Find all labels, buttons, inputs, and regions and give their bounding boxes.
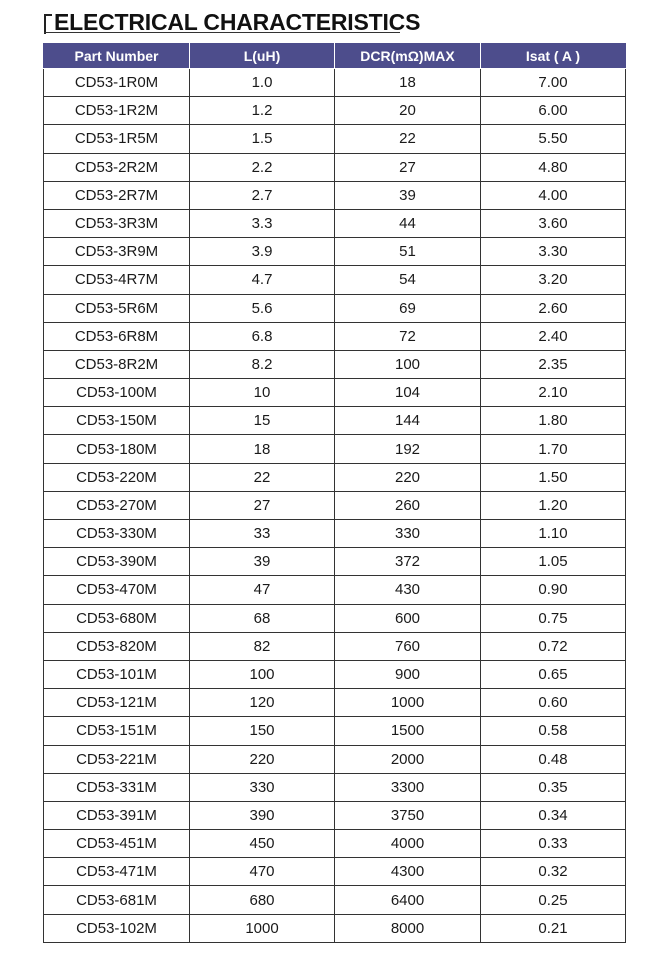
cell-isat: 2.40 [481, 322, 626, 350]
cell-part-number: CD53-180M [44, 435, 190, 463]
cell-inductance: 450 [190, 830, 335, 858]
cell-dcr-max: 4300 [335, 858, 481, 886]
cell-inductance: 47 [190, 576, 335, 604]
cell-part-number: CD53-121M [44, 689, 190, 717]
table-row [44, 717, 626, 745]
header-inductance: L(uH) [190, 44, 335, 69]
table-row [44, 660, 626, 688]
cell-isat: 0.48 [481, 745, 626, 773]
table-row [44, 294, 626, 322]
cell-isat: 1.10 [481, 520, 626, 548]
table-row [44, 548, 626, 576]
table-row [44, 576, 626, 604]
cell-dcr-max: 22 [335, 125, 481, 153]
cell-isat: 0.32 [481, 858, 626, 886]
table-row [44, 181, 626, 209]
cell-part-number: CD53-1R5M [44, 125, 190, 153]
cell-isat: 0.65 [481, 660, 626, 688]
cell-dcr-max: 69 [335, 294, 481, 322]
cell-inductance: 1000 [190, 914, 335, 942]
cell-dcr-max: 3750 [335, 801, 481, 829]
header-dcr-max: DCR(mΩ)MAX [335, 44, 481, 69]
table-row [44, 266, 626, 294]
cell-inductance: 4.7 [190, 266, 335, 294]
cell-part-number: CD53-680M [44, 604, 190, 632]
cell-part-number: CD53-4R7M [44, 266, 190, 294]
table-row [44, 632, 626, 660]
cell-dcr-max: 6400 [335, 886, 481, 914]
table-row [44, 858, 626, 886]
cell-part-number: CD53-331M [44, 773, 190, 801]
cell-isat: 1.70 [481, 435, 626, 463]
table-row [44, 379, 626, 407]
electrical-characteristics-table [43, 43, 626, 943]
cell-inductance: 220 [190, 745, 335, 773]
cell-part-number: CD53-3R9M [44, 238, 190, 266]
table-row [44, 914, 626, 942]
table-row [44, 125, 626, 153]
cell-part-number: CD53-102M [44, 914, 190, 942]
cell-isat: 3.60 [481, 209, 626, 237]
table-row [44, 209, 626, 237]
cell-dcr-max: 100 [335, 350, 481, 378]
cell-isat: 5.50 [481, 125, 626, 153]
cell-part-number: CD53-330M [44, 520, 190, 548]
table-header-row [44, 44, 626, 69]
cell-isat: 0.21 [481, 914, 626, 942]
cell-isat: 1.80 [481, 407, 626, 435]
heading-underline [44, 32, 400, 33]
table-row [44, 520, 626, 548]
cell-dcr-max: 39 [335, 181, 481, 209]
cell-part-number: CD53-1R2M [44, 97, 190, 125]
cell-inductance: 68 [190, 604, 335, 632]
cell-isat: 6.00 [481, 97, 626, 125]
cell-inductance: 3.9 [190, 238, 335, 266]
cell-inductance: 1.2 [190, 97, 335, 125]
table-row [44, 153, 626, 181]
table-row [44, 773, 626, 801]
cell-dcr-max: 20 [335, 97, 481, 125]
table-row [44, 97, 626, 125]
cell-inductance: 470 [190, 858, 335, 886]
cell-isat: 0.72 [481, 632, 626, 660]
cell-part-number: CD53-5R6M [44, 294, 190, 322]
cell-inductance: 15 [190, 407, 335, 435]
page-title: ELECTRICAL CHARACTERISTICS [54, 9, 421, 35]
cell-inductance: 33 [190, 520, 335, 548]
cell-dcr-max: 54 [335, 266, 481, 294]
cell-part-number: CD53-681M [44, 886, 190, 914]
cell-inductance: 2.7 [190, 181, 335, 209]
cell-part-number: CD53-1R0M [44, 69, 190, 97]
cell-isat: 1.05 [481, 548, 626, 576]
cell-part-number: CD53-471M [44, 858, 190, 886]
header-isat: Isat ( A ) [481, 44, 626, 69]
cell-part-number: CD53-820M [44, 632, 190, 660]
cell-dcr-max: 372 [335, 548, 481, 576]
table-row [44, 238, 626, 266]
cell-inductance: 6.8 [190, 322, 335, 350]
cell-dcr-max: 144 [335, 407, 481, 435]
cell-part-number: CD53-390M [44, 548, 190, 576]
cell-dcr-max: 430 [335, 576, 481, 604]
cell-dcr-max: 260 [335, 491, 481, 519]
cell-isat: 4.80 [481, 153, 626, 181]
cell-inductance: 27 [190, 491, 335, 519]
cell-dcr-max: 600 [335, 604, 481, 632]
cell-dcr-max: 760 [335, 632, 481, 660]
cell-part-number: CD53-8R2M [44, 350, 190, 378]
cell-inductance: 8.2 [190, 350, 335, 378]
cell-dcr-max: 104 [335, 379, 481, 407]
cell-inductance: 680 [190, 886, 335, 914]
table-body [44, 69, 626, 943]
cell-dcr-max: 1000 [335, 689, 481, 717]
cell-dcr-max: 18 [335, 69, 481, 97]
cell-isat: 0.34 [481, 801, 626, 829]
cell-inductance: 5.6 [190, 294, 335, 322]
cell-isat: 2.10 [481, 379, 626, 407]
cell-isat: 2.60 [481, 294, 626, 322]
section-heading [44, 6, 420, 34]
table-row [44, 407, 626, 435]
cell-inductance: 120 [190, 689, 335, 717]
cell-dcr-max: 2000 [335, 745, 481, 773]
cell-part-number: CD53-220M [44, 463, 190, 491]
cell-isat: 0.60 [481, 689, 626, 717]
cell-isat: 2.35 [481, 350, 626, 378]
cell-part-number: CD53-151M [44, 717, 190, 745]
cell-part-number: CD53-100M [44, 379, 190, 407]
table-row [44, 491, 626, 519]
cell-inductance: 1.5 [190, 125, 335, 153]
cell-part-number: CD53-391M [44, 801, 190, 829]
cell-dcr-max: 3300 [335, 773, 481, 801]
cell-isat: 0.35 [481, 773, 626, 801]
table-row [44, 830, 626, 858]
table-row [44, 801, 626, 829]
cell-inductance: 18 [190, 435, 335, 463]
cell-part-number: CD53-6R8M [44, 322, 190, 350]
cell-inductance: 100 [190, 660, 335, 688]
cell-isat: 3.20 [481, 266, 626, 294]
cell-dcr-max: 900 [335, 660, 481, 688]
cell-part-number: CD53-221M [44, 745, 190, 773]
heading-corner-mark [44, 14, 52, 34]
table-row [44, 689, 626, 717]
cell-isat: 7.00 [481, 69, 626, 97]
cell-isat: 0.75 [481, 604, 626, 632]
cell-isat: 1.20 [481, 491, 626, 519]
cell-inductance: 390 [190, 801, 335, 829]
table-row [44, 322, 626, 350]
cell-isat: 0.25 [481, 886, 626, 914]
cell-part-number: CD53-3R3M [44, 209, 190, 237]
cell-inductance: 1.0 [190, 69, 335, 97]
cell-inductance: 2.2 [190, 153, 335, 181]
cell-dcr-max: 8000 [335, 914, 481, 942]
cell-inductance: 10 [190, 379, 335, 407]
cell-dcr-max: 4000 [335, 830, 481, 858]
cell-inductance: 39 [190, 548, 335, 576]
table-row [44, 886, 626, 914]
cell-part-number: CD53-451M [44, 830, 190, 858]
cell-inductance: 22 [190, 463, 335, 491]
cell-isat: 0.33 [481, 830, 626, 858]
cell-isat: 0.58 [481, 717, 626, 745]
table-row [44, 745, 626, 773]
table-row [44, 463, 626, 491]
cell-part-number: CD53-2R2M [44, 153, 190, 181]
cell-dcr-max: 51 [335, 238, 481, 266]
cell-inductance: 82 [190, 632, 335, 660]
cell-dcr-max: 192 [335, 435, 481, 463]
cell-inductance: 3.3 [190, 209, 335, 237]
table-row [44, 435, 626, 463]
cell-part-number: CD53-150M [44, 407, 190, 435]
table-row [44, 604, 626, 632]
cell-part-number: CD53-470M [44, 576, 190, 604]
table-row [44, 350, 626, 378]
cell-part-number: CD53-2R7M [44, 181, 190, 209]
cell-part-number: CD53-101M [44, 660, 190, 688]
cell-part-number: CD53-270M [44, 491, 190, 519]
cell-inductance: 150 [190, 717, 335, 745]
cell-dcr-max: 72 [335, 322, 481, 350]
cell-dcr-max: 220 [335, 463, 481, 491]
cell-dcr-max: 44 [335, 209, 481, 237]
cell-isat: 4.00 [481, 181, 626, 209]
cell-isat: 3.30 [481, 238, 626, 266]
cell-isat: 0.90 [481, 576, 626, 604]
cell-dcr-max: 27 [335, 153, 481, 181]
cell-inductance: 330 [190, 773, 335, 801]
header-part-number: Part Number [44, 44, 190, 69]
table-row [44, 69, 626, 97]
cell-dcr-max: 330 [335, 520, 481, 548]
cell-isat: 1.50 [481, 463, 626, 491]
cell-dcr-max: 1500 [335, 717, 481, 745]
